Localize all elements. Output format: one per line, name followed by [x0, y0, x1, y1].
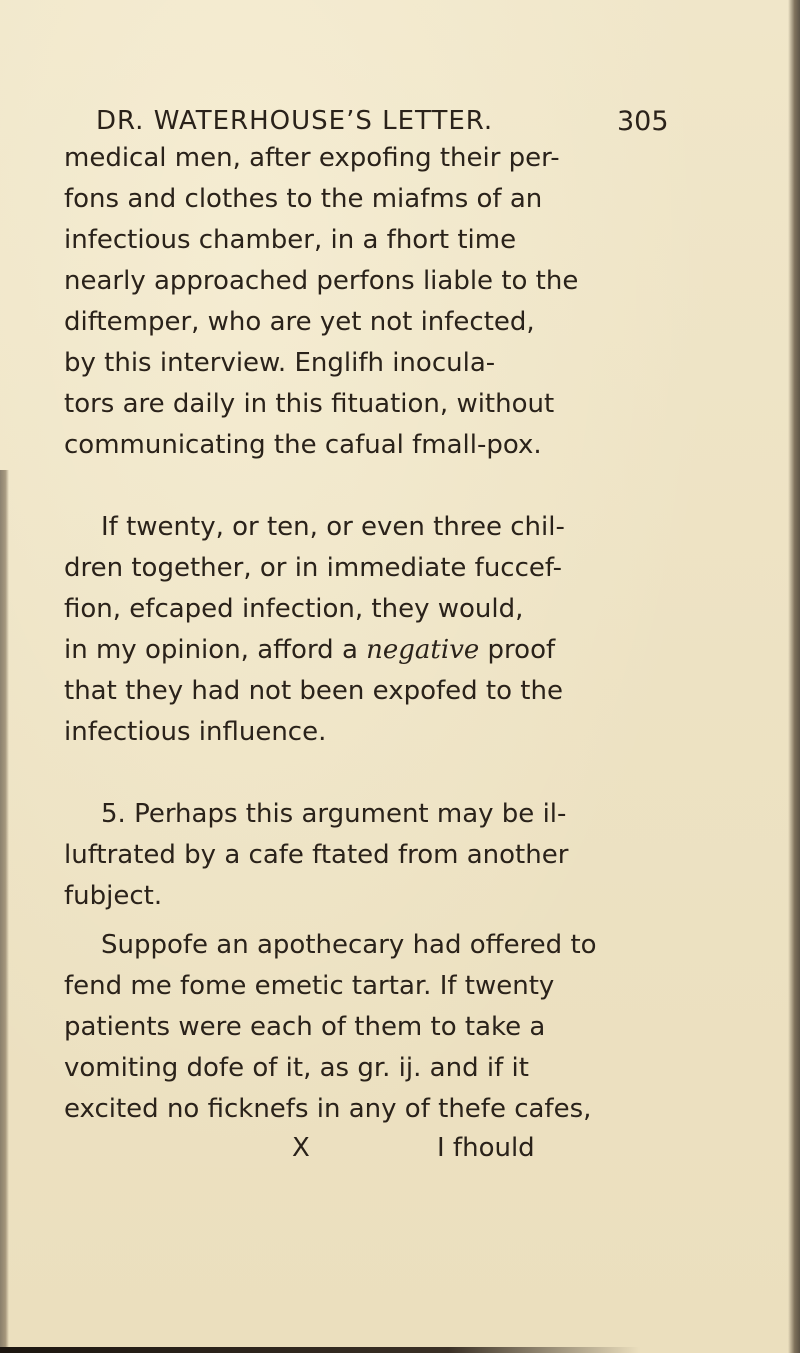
text-line: infectious chamber, in a fhort time [64, 225, 517, 255]
text-line: If twenty, or ten, or even three chil- [101, 512, 565, 542]
text-line: vomiting dofe of it, as gr. ij. and if it [64, 1053, 529, 1083]
text-line: fend me fome emetic tartar. If twenty [64, 971, 555, 1001]
catchword: I fhould [437, 1133, 535, 1163]
text-line: fubject. [64, 881, 163, 911]
text-line: nearly approached perfons liable to the [64, 266, 579, 296]
page-bottom-shadow [0, 1347, 640, 1353]
text-line: infectious influence. [64, 717, 327, 747]
text-line: luftrated by a cafe ftated from another [64, 840, 569, 870]
page-number: 305 [617, 106, 669, 137]
italic-phrase: negative [366, 635, 480, 665]
text-line: fion, efcaped infection, they would, [64, 594, 524, 624]
text-run: in my opinion, afford a [64, 635, 367, 665]
text-line: Suppofe an apothecary had offered to [101, 930, 597, 960]
text-line: excited no ficknefs in any of thefe cafes, [64, 1094, 592, 1124]
signature-mark: X [292, 1133, 310, 1163]
text-line: dren together, or in immediate fuccef- [64, 553, 562, 583]
text-line: tors are daily in this fituation, without [64, 389, 555, 419]
page-right-shadow [788, 0, 800, 1353]
text-line: diftemper, who are yet not infected, [64, 307, 535, 337]
text-line: fons and clothes to the miafms of an [64, 184, 543, 214]
text-line-with-italic [64, 633, 584, 667]
page-left-shadow [0, 470, 9, 1353]
running-head: DR. WATERHOUSE’S LETTER. [96, 106, 494, 136]
text-line: communicating the cafual fmall-pox. [64, 430, 542, 460]
text-run: proof [479, 635, 556, 665]
text-line: that they had not been expofed to the [64, 676, 563, 706]
text-line: by this interview. Englifh inocula- [64, 348, 496, 378]
text-line: patients were each of them to take a [64, 1012, 546, 1042]
text-line: 5. Perhaps this argument may be il- [101, 799, 567, 829]
text-line: medical men, after expofing their per- [64, 143, 560, 173]
